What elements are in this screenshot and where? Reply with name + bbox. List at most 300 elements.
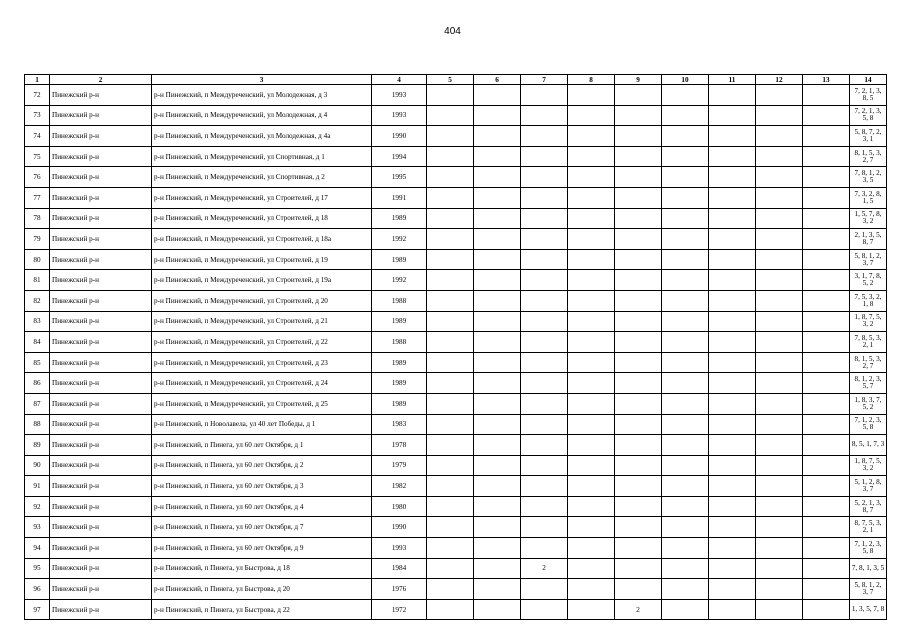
- table-cell-col-13: [803, 167, 850, 188]
- table-cell-col-7: [521, 538, 568, 559]
- table-cell-col-14: 7, 8, 1, 2, 3, 5: [850, 167, 887, 188]
- table-cell-col-3: р-н Пинежский, п Междуреченский, ул Строителей, д 18а: [152, 229, 372, 250]
- table-row: [25, 517, 887, 538]
- table-cell-col-10: [662, 414, 709, 435]
- table-cell-col-3: р-н Пинежский, п Междуреченский, ул Строителей, д 18: [152, 208, 372, 229]
- table-cell-col-7: [521, 208, 568, 229]
- table-cell-col-13: [803, 332, 850, 353]
- table-cell-col-11: [709, 517, 756, 538]
- table-cell-col-12: [756, 85, 803, 106]
- table-cell-col-2: Пинежский р-н: [50, 352, 152, 373]
- table-cell-col-8: [568, 85, 615, 106]
- table-cell-col-5: [427, 229, 474, 250]
- table-cell-col-8: [568, 538, 615, 559]
- table-row: [25, 558, 887, 579]
- table-cell-col-14: 1, 8, 7, 5, 3, 2: [850, 311, 887, 332]
- table-cell-col-4: 1993: [372, 538, 427, 559]
- table-cell-col-12: [756, 455, 803, 476]
- table-cell-col-5: [427, 558, 474, 579]
- column-header-14: 14: [850, 75, 887, 85]
- table-cell-col-2: Пинежский р-н: [50, 311, 152, 332]
- table-cell-col-10: [662, 393, 709, 414]
- header-row: [25, 75, 887, 85]
- table-cell-col-8: [568, 126, 615, 147]
- table-cell-col-8: [568, 332, 615, 353]
- table-cell-col-5: [427, 476, 474, 497]
- table-cell-col-10: [662, 455, 709, 476]
- table-cell-col-2: Пинежский р-н: [50, 414, 152, 435]
- table-cell-col-7: [521, 496, 568, 517]
- table-cell-col-9: [615, 393, 662, 414]
- table-cell-col-13: [803, 393, 850, 414]
- table-cell-col-2: Пинежский р-н: [50, 249, 152, 270]
- table-cell-col-6: [474, 126, 521, 147]
- table-cell-col-7: [521, 373, 568, 394]
- table-cell-col-1: 79: [25, 229, 50, 250]
- table-cell-col-6: [474, 85, 521, 106]
- table-cell-col-2: Пинежский р-н: [50, 187, 152, 208]
- table-cell-col-2: Пинежский р-н: [50, 517, 152, 538]
- table-cell-col-11: [709, 332, 756, 353]
- table-cell-col-13: [803, 496, 850, 517]
- table-cell-col-7: [521, 229, 568, 250]
- column-header-12: 12: [756, 75, 803, 85]
- table-cell-col-4: 1992: [372, 270, 427, 291]
- table-cell-col-2: Пинежский р-н: [50, 105, 152, 126]
- table-cell-col-11: [709, 208, 756, 229]
- table-cell-col-9: [615, 146, 662, 167]
- table-cell-col-9: 2: [615, 599, 662, 620]
- table-cell-col-5: [427, 126, 474, 147]
- table-row: [25, 496, 887, 517]
- table-cell-col-7: [521, 599, 568, 620]
- table-cell-col-4: 1989: [372, 352, 427, 373]
- table-cell-col-14: 8, 5, 1, 7, 3: [850, 435, 887, 456]
- table-cell-col-4: 1989: [372, 249, 427, 270]
- table-cell-col-10: [662, 105, 709, 126]
- table-cell-col-14: 5, 1, 2, 8, 3, 7: [850, 476, 887, 497]
- table-cell-col-13: [803, 229, 850, 250]
- table-cell-col-11: [709, 393, 756, 414]
- table-cell-col-2: Пинежский р-н: [50, 558, 152, 579]
- table-cell-col-1: 76: [25, 167, 50, 188]
- table-cell-col-11: [709, 414, 756, 435]
- table-cell-col-10: [662, 373, 709, 394]
- table-cell-col-2: Пинежский р-н: [50, 538, 152, 559]
- table-cell-col-10: [662, 476, 709, 497]
- table-cell-col-10: [662, 167, 709, 188]
- table-cell-col-11: [709, 85, 756, 106]
- table-cell-col-5: [427, 85, 474, 106]
- table-cell-col-11: [709, 599, 756, 620]
- table-cell-col-12: [756, 126, 803, 147]
- table-cell-col-14: 2, 1, 3, 5, 8, 7: [850, 229, 887, 250]
- table-cell-col-9: [615, 579, 662, 600]
- table-cell-col-5: [427, 146, 474, 167]
- table-cell-col-10: [662, 435, 709, 456]
- table-cell-col-8: [568, 167, 615, 188]
- table-cell-col-14: 7, 2, 1, 3, 5, 8: [850, 105, 887, 126]
- table-cell-col-1: 92: [25, 496, 50, 517]
- table-cell-col-4: 1972: [372, 599, 427, 620]
- table-row: [25, 435, 887, 456]
- table-cell-col-7: [521, 249, 568, 270]
- table-cell-col-10: [662, 208, 709, 229]
- table-cell-col-11: [709, 579, 756, 600]
- table-cell-col-8: [568, 270, 615, 291]
- table-row: [25, 229, 887, 250]
- table-cell-col-3: р-н Пинежский, п Междуреченский, ул Строителей, д 19а: [152, 270, 372, 291]
- table-row: [25, 538, 887, 559]
- table-cell-col-12: [756, 229, 803, 250]
- table-cell-col-4: 1993: [372, 105, 427, 126]
- table-cell-col-9: [615, 270, 662, 291]
- table-cell-col-14: 7, 8, 1, 3, 5: [850, 558, 887, 579]
- table-cell-col-3: р-н Пинежский, п Междуреченский, ул Молодежная, д 4: [152, 105, 372, 126]
- table-cell-col-4: 1976: [372, 579, 427, 600]
- table-cell-col-13: [803, 126, 850, 147]
- table-cell-col-6: [474, 290, 521, 311]
- table-cell-col-5: [427, 332, 474, 353]
- table-cell-col-10: [662, 126, 709, 147]
- table-cell-col-14: 1, 3, 5, 7, 8: [850, 599, 887, 620]
- table-cell-col-1: 88: [25, 414, 50, 435]
- table-cell-col-5: [427, 435, 474, 456]
- table-cell-col-10: [662, 187, 709, 208]
- table-cell-col-13: [803, 455, 850, 476]
- table-row: [25, 249, 887, 270]
- table-cell-col-9: [615, 414, 662, 435]
- table-cell-col-12: [756, 435, 803, 456]
- table-cell-col-2: Пинежский р-н: [50, 496, 152, 517]
- table-cell-col-14: 5, 8, 1, 2, 3, 7: [850, 249, 887, 270]
- table-cell-col-6: [474, 599, 521, 620]
- table-cell-col-10: [662, 311, 709, 332]
- table-cell-col-4: 1993: [372, 85, 427, 106]
- table-cell-col-2: Пинежский р-н: [50, 435, 152, 456]
- table-row: [25, 146, 887, 167]
- table-cell-col-8: [568, 414, 615, 435]
- table-cell-col-10: [662, 229, 709, 250]
- table-cell-col-14: 1, 8, 3, 7, 5, 2: [850, 393, 887, 414]
- table-cell-col-11: [709, 455, 756, 476]
- table-cell-col-14: 5, 8, 7, 2, 3, 1: [850, 126, 887, 147]
- table-cell-col-4: 1979: [372, 455, 427, 476]
- table-cell-col-4: 1991: [372, 187, 427, 208]
- table-cell-col-11: [709, 311, 756, 332]
- table-cell-col-13: [803, 599, 850, 620]
- table-cell-col-3: р-н Пинежский, п Междуреченский, ул Молодежная, д 3: [152, 85, 372, 106]
- table-row: [25, 270, 887, 291]
- table-cell-col-6: [474, 105, 521, 126]
- table-cell-col-4: 1984: [372, 558, 427, 579]
- table-cell-col-2: Пинежский р-н: [50, 229, 152, 250]
- table-cell-col-13: [803, 146, 850, 167]
- table-cell-col-10: [662, 538, 709, 559]
- table-cell-col-6: [474, 270, 521, 291]
- column-header-11: 11: [709, 75, 756, 85]
- table-cell-col-14: 7, 5, 3, 2, 1, 8: [850, 290, 887, 311]
- table-cell-col-7: [521, 414, 568, 435]
- table-cell-col-1: 81: [25, 270, 50, 291]
- table-cell-col-13: [803, 187, 850, 208]
- table-cell-col-1: 91: [25, 476, 50, 497]
- table-body: [25, 85, 887, 620]
- table-cell-col-11: [709, 476, 756, 497]
- table-cell-col-8: [568, 558, 615, 579]
- table-cell-col-12: [756, 187, 803, 208]
- table-cell-col-4: 1989: [372, 373, 427, 394]
- table-cell-col-1: 74: [25, 126, 50, 147]
- table-cell-col-5: [427, 538, 474, 559]
- table-cell-col-7: [521, 85, 568, 106]
- table-cell-col-13: [803, 311, 850, 332]
- table-cell-col-14: 7, 2, 1, 3, 8, 5: [850, 85, 887, 106]
- table-cell-col-1: 86: [25, 373, 50, 394]
- table-cell-col-11: [709, 538, 756, 559]
- table-cell-col-5: [427, 496, 474, 517]
- table-cell-col-1: 72: [25, 85, 50, 106]
- table-cell-col-6: [474, 435, 521, 456]
- table-cell-col-1: 93: [25, 517, 50, 538]
- table-cell-col-11: [709, 496, 756, 517]
- table-cell-col-1: 82: [25, 290, 50, 311]
- table-cell-col-13: [803, 290, 850, 311]
- table-cell-col-8: [568, 455, 615, 476]
- table-cell-col-14: 7, 1, 2, 3, 5, 8: [850, 538, 887, 559]
- table-cell-col-12: [756, 496, 803, 517]
- table-cell-col-10: [662, 249, 709, 270]
- table-cell-col-12: [756, 167, 803, 188]
- table-cell-col-7: [521, 270, 568, 291]
- table-cell-col-5: [427, 414, 474, 435]
- table-cell-col-4: 1990: [372, 126, 427, 147]
- table-cell-col-11: [709, 187, 756, 208]
- table-cell-col-12: [756, 558, 803, 579]
- table-cell-col-10: [662, 332, 709, 353]
- table-cell-col-1: 87: [25, 393, 50, 414]
- table-row: [25, 393, 887, 414]
- table-cell-col-6: [474, 414, 521, 435]
- table-cell-col-11: [709, 105, 756, 126]
- table-row: [25, 85, 887, 106]
- table-cell-col-9: [615, 558, 662, 579]
- table-cell-col-3: р-н Пинежский, п Междуреченский, ул Строителей, д 21: [152, 311, 372, 332]
- column-header-9: 9: [615, 75, 662, 85]
- table-cell-col-4: 1989: [372, 311, 427, 332]
- table-cell-col-6: [474, 373, 521, 394]
- table-cell-col-6: [474, 311, 521, 332]
- table-cell-col-11: [709, 167, 756, 188]
- table-cell-col-14: 3, 1, 7, 8, 5, 2: [850, 270, 887, 291]
- column-header-1: 1: [25, 75, 50, 85]
- table-cell-col-5: [427, 517, 474, 538]
- table-cell-col-13: [803, 105, 850, 126]
- table-row: [25, 373, 887, 394]
- table-cell-col-4: 1982: [372, 476, 427, 497]
- column-header-6: 6: [474, 75, 521, 85]
- table-row: [25, 311, 887, 332]
- table-cell-col-9: [615, 476, 662, 497]
- table-cell-col-8: [568, 373, 615, 394]
- table-cell-col-7: [521, 579, 568, 600]
- table-cell-col-3: р-н Пинежский, п Междуреченский, ул Строителей, д 17: [152, 187, 372, 208]
- table-cell-col-7: [521, 332, 568, 353]
- table-cell-col-4: 1994: [372, 146, 427, 167]
- table-cell-col-4: 1978: [372, 435, 427, 456]
- table-cell-col-1: 95: [25, 558, 50, 579]
- table-cell-col-13: [803, 270, 850, 291]
- table-cell-col-6: [474, 249, 521, 270]
- table-cell-col-13: [803, 579, 850, 600]
- table-cell-col-1: 75: [25, 146, 50, 167]
- table-cell-col-2: Пинежский р-н: [50, 126, 152, 147]
- table-cell-col-5: [427, 393, 474, 414]
- table-cell-col-13: [803, 85, 850, 106]
- table-cell-col-2: Пинежский р-н: [50, 455, 152, 476]
- table-cell-col-4: 1988: [372, 332, 427, 353]
- table-cell-col-8: [568, 290, 615, 311]
- table-cell-col-12: [756, 538, 803, 559]
- table-cell-col-14: 8, 1, 2, 3, 5, 7: [850, 373, 887, 394]
- table-cell-col-8: [568, 517, 615, 538]
- table-cell-col-10: [662, 146, 709, 167]
- table-cell-col-1: 78: [25, 208, 50, 229]
- table-cell-col-8: [568, 352, 615, 373]
- table-cell-col-8: [568, 249, 615, 270]
- table-cell-col-12: [756, 517, 803, 538]
- table-cell-col-11: [709, 126, 756, 147]
- table-cell-col-8: [568, 208, 615, 229]
- table-cell-col-9: [615, 538, 662, 559]
- table-cell-col-3: р-н Пинежский, п Междуреченский, ул Строителей, д 23: [152, 352, 372, 373]
- table-cell-col-14: 7, 8, 5, 3, 2, 1: [850, 332, 887, 353]
- table-cell-col-6: [474, 208, 521, 229]
- table-cell-col-2: Пинежский р-н: [50, 476, 152, 497]
- table-cell-col-13: [803, 352, 850, 373]
- table-cell-col-10: [662, 270, 709, 291]
- table-cell-col-3: р-н Пинежский, п Пинега, ул Быстрова, д 22: [152, 599, 372, 620]
- table-cell-col-13: [803, 538, 850, 559]
- table-cell-col-11: [709, 249, 756, 270]
- table-cell-col-1: 83: [25, 311, 50, 332]
- table-cell-col-12: [756, 270, 803, 291]
- table-row: [25, 352, 887, 373]
- table-cell-col-2: Пинежский р-н: [50, 373, 152, 394]
- table-cell-col-9: [615, 517, 662, 538]
- table-row: [25, 476, 887, 497]
- table-cell-col-3: р-н Пинежский, п Пинега, ул Быстрова, д 20: [152, 579, 372, 600]
- table-cell-col-1: 97: [25, 599, 50, 620]
- table-cell-col-1: 80: [25, 249, 50, 270]
- table-cell-col-6: [474, 517, 521, 538]
- table-cell-col-10: [662, 352, 709, 373]
- table-cell-col-12: [756, 105, 803, 126]
- table-cell-col-4: 1983: [372, 414, 427, 435]
- table-cell-col-3: р-н Пинежский, п Междуреченский, ул Строителей, д 24: [152, 373, 372, 394]
- table-cell-col-14: 5, 2, 1, 3, 8, 7: [850, 496, 887, 517]
- table-cell-col-5: [427, 455, 474, 476]
- table-cell-col-7: [521, 476, 568, 497]
- table-cell-col-5: [427, 352, 474, 373]
- table-cell-col-11: [709, 435, 756, 456]
- table-cell-col-9: [615, 455, 662, 476]
- table-cell-col-3: р-н Пинежский, п Междуреченский, ул Строителей, д 22: [152, 332, 372, 353]
- table-row: [25, 167, 887, 188]
- table-cell-col-8: [568, 187, 615, 208]
- column-header-4: 4: [372, 75, 427, 85]
- table-cell-col-9: [615, 249, 662, 270]
- table-cell-col-6: [474, 538, 521, 559]
- table-cell-col-14: 7, 1, 2, 3, 5, 8: [850, 414, 887, 435]
- table-cell-col-6: [474, 455, 521, 476]
- table-cell-col-2: Пинежский р-н: [50, 393, 152, 414]
- column-header-10: 10: [662, 75, 709, 85]
- table-cell-col-3: р-н Пинежский, п Междуреченский, ул Строителей, д 20: [152, 290, 372, 311]
- table-cell-col-9: [615, 290, 662, 311]
- table-cell-col-3: р-н Пинежский, п Междуреченский, ул Строителей, д 25: [152, 393, 372, 414]
- table-row: [25, 599, 887, 620]
- table-cell-col-6: [474, 352, 521, 373]
- table-cell-col-9: [615, 311, 662, 332]
- table-cell-col-5: [427, 311, 474, 332]
- table-cell-col-7: [521, 435, 568, 456]
- table-cell-col-8: [568, 311, 615, 332]
- table-cell-col-14: 1, 5, 7, 8, 3, 2: [850, 208, 887, 229]
- table-row: [25, 126, 887, 147]
- table-cell-col-2: Пинежский р-н: [50, 167, 152, 188]
- table-cell-col-9: [615, 85, 662, 106]
- table-cell-col-13: [803, 208, 850, 229]
- table-cell-col-5: [427, 579, 474, 600]
- table-cell-col-13: [803, 558, 850, 579]
- table-cell-col-8: [568, 229, 615, 250]
- table-cell-col-7: [521, 146, 568, 167]
- table-cell-col-10: [662, 517, 709, 538]
- table-cell-col-3: р-н Пинежский, п Пинега, ул 60 лет Октября, д 7: [152, 517, 372, 538]
- table-cell-col-5: [427, 373, 474, 394]
- column-header-8: 8: [568, 75, 615, 85]
- table-cell-col-12: [756, 249, 803, 270]
- table-cell-col-7: [521, 393, 568, 414]
- table-cell-col-4: 1995: [372, 167, 427, 188]
- table-cell-col-12: [756, 146, 803, 167]
- table-cell-col-2: Пинежский р-н: [50, 290, 152, 311]
- table-cell-col-11: [709, 229, 756, 250]
- table-row: [25, 105, 887, 126]
- page-number: 404: [444, 26, 461, 37]
- table-cell-col-2: Пинежский р-н: [50, 270, 152, 291]
- table-cell-col-8: [568, 476, 615, 497]
- table-cell-col-7: 2: [521, 558, 568, 579]
- table-cell-col-6: [474, 393, 521, 414]
- table-cell-col-11: [709, 270, 756, 291]
- table-cell-col-8: [568, 496, 615, 517]
- table-cell-col-7: [521, 311, 568, 332]
- table-cell-col-6: [474, 187, 521, 208]
- table-cell-col-3: р-н Пинежский, п Пинега, ул 60 лет Октября, д 4: [152, 496, 372, 517]
- table-cell-col-11: [709, 146, 756, 167]
- table-cell-col-7: [521, 517, 568, 538]
- table-cell-col-12: [756, 290, 803, 311]
- table-cell-col-1: 96: [25, 579, 50, 600]
- table-cell-col-12: [756, 393, 803, 414]
- table-cell-col-5: [427, 249, 474, 270]
- table-cell-col-2: Пинежский р-н: [50, 146, 152, 167]
- table-cell-col-14: 8, 1, 5, 3, 2, 7: [850, 146, 887, 167]
- table-cell-col-1: 84: [25, 332, 50, 353]
- table-cell-col-13: [803, 414, 850, 435]
